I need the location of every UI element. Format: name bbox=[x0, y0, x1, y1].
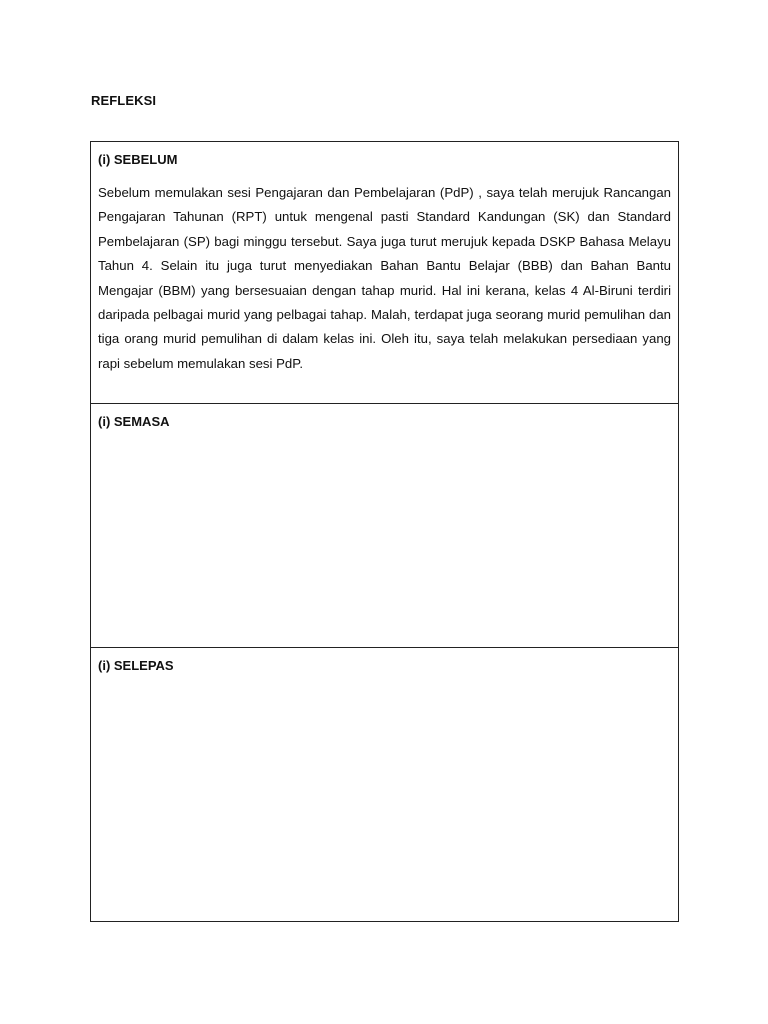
section-body-sebelum: Sebelum memulakan sesi Pengajaran dan Pembelajaran (PdP) , saya telah merujuk Rancangan Pengajaran Tahunan (RPT) untuk mengenal pasti Standard Kandungan (SK) dan Standard Pembelajaran (SP) bagi minggu tersebut. Saya juga turut merujuk kepada DSKP Bahasa Melayu Tahun 4. Selain itu juga turut menyediakan Bahan Bantu Belajar (BBB) dan Bahan Bantu Mengajar (BBM) yang bersesuaian dengan tahap murid. Hal ini kerana, kelas 4 Al-Biruni terdiri daripada pelbagai murid yang pelbagai tahap. Malah, terdapat juga seorang murid pemulihan dan tiga orang murid pemulihan di dalam kelas ini. Oleh itu, saya telah melakukan persediaan yang rapi sebelum memulakan sesi PdP. bbox=[98, 185, 671, 371]
section-title-semasa: (i) SEMASA bbox=[98, 414, 170, 429]
reflection-table bbox=[90, 141, 679, 922]
section-title-selepas: (i) SELEPAS bbox=[98, 658, 174, 673]
page-title: REFLEKSI bbox=[91, 93, 157, 108]
section-sebelum bbox=[91, 142, 678, 403]
section-semasa bbox=[91, 403, 678, 647]
section-selepas bbox=[91, 647, 678, 921]
section-title-sebelum: (i) SEBELUM bbox=[98, 152, 178, 167]
